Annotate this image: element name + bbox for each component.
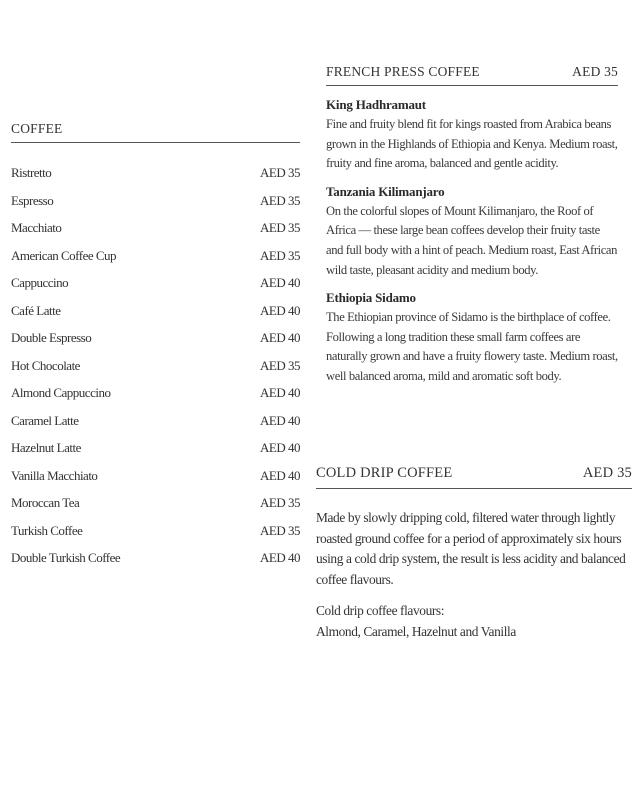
menu-item-name: Double Espresso xyxy=(11,330,92,345)
coffee-section-header xyxy=(11,121,300,143)
french-press-section-header xyxy=(326,64,618,86)
menu-item xyxy=(11,441,300,469)
coffee-origin-description: The Ethiopian province of Sidamo is the birthplace of coffee. Following a long tradition these small farm coffees are naturally grown and have a fruity flowery taste. Medium roast, well balanced aroma, mild and aromatic soft body. xyxy=(326,310,618,383)
menu-item xyxy=(11,166,300,194)
menu-item-name: Ristretto xyxy=(11,165,52,180)
menu-item-name: American Coffee Cup xyxy=(11,247,117,263)
menu-item xyxy=(11,304,300,332)
french-press-coffee xyxy=(326,182,618,280)
menu-item-price: AED 40 xyxy=(260,385,300,400)
menu-item-price: AED 35 xyxy=(260,495,300,510)
menu-item xyxy=(11,276,300,304)
menu-item xyxy=(11,249,300,277)
coffee-section-title: COFFEE xyxy=(11,121,63,136)
menu-item xyxy=(11,524,300,552)
french-press-section-price: AED 35 xyxy=(572,64,618,79)
cold-drip-flavours-label: Cold drip coffee flavours: xyxy=(316,603,445,619)
cold-drip-section-price: AED 35 xyxy=(582,465,632,481)
menu-item-price: AED 35 xyxy=(260,247,300,263)
cold-drip-flavours-list: Almond, Caramel, Hazelnut and Vanilla xyxy=(316,624,516,640)
menu-item xyxy=(11,551,300,579)
menu-item-name: Café Latte xyxy=(11,302,61,318)
menu-item-name: Cappuccino xyxy=(11,275,69,290)
coffee-menu-list xyxy=(11,166,300,579)
menu-item-price: AED 40 xyxy=(260,467,300,483)
menu-item-price: AED 40 xyxy=(260,330,300,345)
menu-item xyxy=(11,386,300,414)
cold-drip-flavours xyxy=(316,600,632,642)
menu-item-name: Turkish Coffee xyxy=(11,522,83,538)
menu-item xyxy=(11,414,300,442)
menu-item-name: Moroccan Tea xyxy=(11,495,80,510)
menu-item-price: AED 40 xyxy=(260,440,300,455)
menu-item xyxy=(11,359,300,387)
cold-drip-section-header xyxy=(316,465,632,489)
menu-item xyxy=(11,496,300,524)
french-press-section-title: FRENCH PRESS COFFEE xyxy=(326,64,480,79)
menu-item-name: Hazelnut Latte xyxy=(11,440,81,455)
menu-item xyxy=(11,331,300,359)
menu-item xyxy=(11,221,300,249)
menu-item-price: AED 35 xyxy=(260,192,300,208)
french-press-coffee xyxy=(326,288,618,386)
menu-item-price: AED 35 xyxy=(260,357,300,373)
menu-item-price: AED 40 xyxy=(260,412,300,428)
menu-item-name: Espresso xyxy=(11,192,54,208)
coffee-origin-description: Fine and fruity blend fit for kings roasted from Arabica beans grown in the Highlands of Ethiopia and Kenya. Medium roast, fruity and fine aroma, balanced and gentle acidity. xyxy=(326,117,618,171)
menu-item-name: Vanilla Macchiato xyxy=(11,467,98,483)
coffee-origin-name: King Hadhramaut xyxy=(326,97,426,112)
cold-drip-section xyxy=(316,465,632,642)
menu-item-price: AED 35 xyxy=(260,220,300,235)
menu-item-name: Double Turkish Coffee xyxy=(11,550,121,565)
menu-item xyxy=(11,194,300,222)
menu-item xyxy=(11,469,300,497)
coffee-origin-name: Ethiopia Sidamo xyxy=(326,290,416,306)
french-press-coffee xyxy=(326,95,618,174)
menu-item-price: AED 35 xyxy=(260,165,300,180)
menu-item-price: AED 40 xyxy=(260,302,300,318)
menu-item-name: Macchiato xyxy=(11,220,62,235)
coffee-origin-name: Tanzania Kilimanjaro xyxy=(326,183,445,199)
menu-item-name: Hot Chocolate xyxy=(11,357,80,373)
menu-item-price: AED 40 xyxy=(260,550,300,565)
cold-drip-description: Made by slowly dripping cold, filtered water through lightly roasted ground coffee for a period of approximately six hours using a cold drip system, the result is less acidity and balanced coffee flavours. xyxy=(316,510,626,587)
menu-item-name: Caramel Latte xyxy=(11,412,79,428)
menu-item-name: Almond Cappuccino xyxy=(11,385,111,400)
cold-drip-section-title: COLD DRIP COFFEE xyxy=(316,465,453,481)
coffee-origin-description: On the colorful slopes of Mount Kilimanjaro, the Roof of Africa — these large bean coffees develop their fruity taste and full body with a hint of peach. Medium roast, East African wild taste, pleasant acidity and medium body. xyxy=(326,203,618,277)
menu-item-price: AED 40 xyxy=(260,275,300,290)
french-press-section xyxy=(326,64,618,387)
menu-item-price: AED 35 xyxy=(260,522,300,538)
coffee-section xyxy=(11,121,300,579)
